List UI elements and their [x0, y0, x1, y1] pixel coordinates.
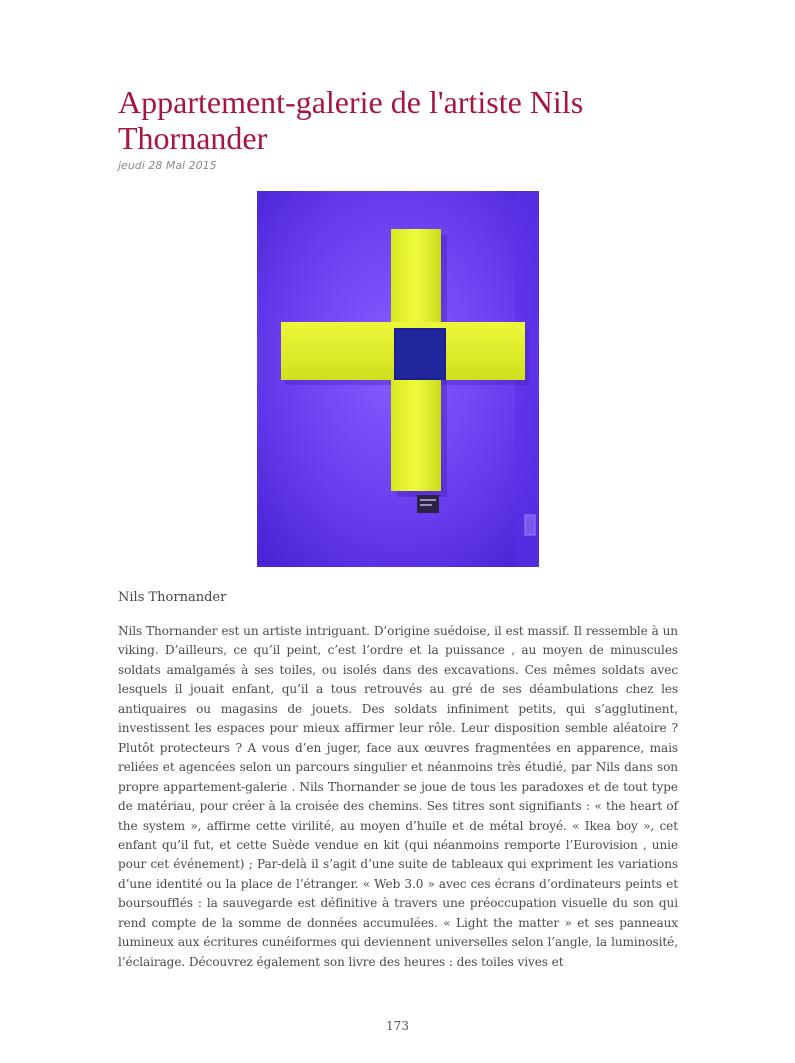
- cross-artwork-image: [257, 191, 539, 567]
- article-date: jeudi 28 Mai 2015: [118, 159, 217, 172]
- page-number: 173: [386, 1019, 409, 1033]
- artwork-photo: [257, 191, 539, 567]
- wall-switch: [525, 515, 535, 535]
- article-body: Nils Thornander est un artiste intriguant. D’origine suédoise, il est massif. Il ressemble à un viking. D’ailleurs, ce qu’il peint, c’est l’ordre et la puissance , au moyen de minuscules soldats amalgamés à ses toiles, ou isolés dans des excavations. Ces mêmes soldats avec lesquels il jouait enfant, qu’il a tous retrouvés au gré de ses déambulations chez les antiquaires ou magasins de jouets. Des soldats infiniment petits, qui s’agglutinent, investissent les espaces pour mieux affirmer leur rôle. Leur disposition semble aléatoire ? Plutôt protecteurs ? A vous d’en juger, face aux œuvres fragmentées en apparence, mais reliées et agencées selon un parcours singulier et néanmoins très étudié, par Nils dans son propre appartement-galerie . Nils Thornander se joue de tous les paradoxes et de tout type de matériau, pour créer à la croisée des chemins. Ses titres sont signifiants : « the heart of the system », affirme cette virilité, au moyen d’huile et de métal broyé. « Ikea boy », cet enfant qu’il fut, et cette Suède vendue en kit (qui néanmoins remporte l’Eurovision , unie pour cet événement) ; Par-delà il s’agit d’une suite de tableaux qui expriment les variations d’une identité ou la place de l’étranger. « Web 3.0 » avec ces écrans d’ordinateurs peints et boursoufflés : la sauvegarde est définitive à travers une préoccupation visuelle du son qui rend compte de la somme de données accumulées. « Light the matter » et ses panneaux lumineux aux écritures cunéiformes qui deviennent universelles selon l’angle, la luminosité, l’éclairage. Découvrez également son livre des heures : des toiles vives et: [118, 624, 678, 969]
- article-title: Appartement-galerie de l'artiste Nils Thornander: [118, 84, 584, 156]
- image-caption: Nils Thornander: [118, 590, 227, 605]
